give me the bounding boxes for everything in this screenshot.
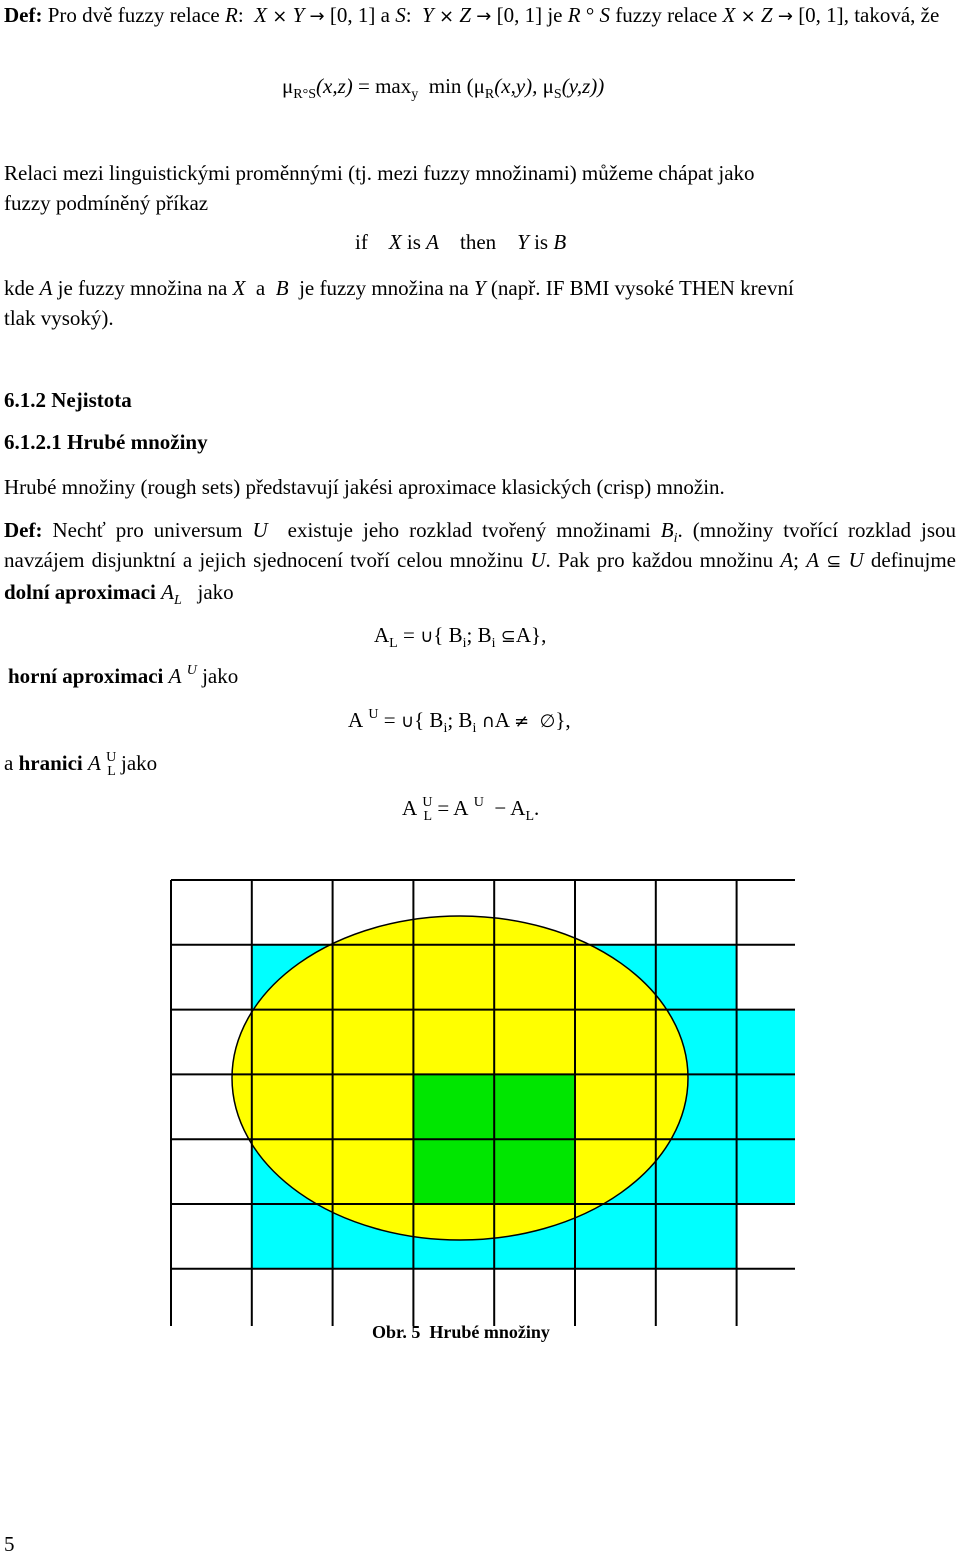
figure-caption: Obr. 5 Hrubé množiny: [372, 1322, 550, 1342]
rough-set-definition: Def: Nechť pro universum U existuje jeho rozklad tvořený množinami $B_i$. (množiny tvořící rozklad jsou navzájem disjunktní a jejich sjednocení tvoří celou množinu U. Pak pro každou množinu A; A ⊆ U definujme dolní aproximaci $A_L$ jako: [4, 518, 957, 608]
boundary-cell: [252, 1204, 333, 1269]
outside-cell: [737, 1204, 795, 1269]
kde-paragraph: kde A je fuzzy množina na X a B je fuzzy množina na Y (např. IF BMI vysoké THEN krevní tlak vysoký).: [4, 276, 794, 330]
arrow-symbol: →: [309, 6, 325, 27]
fuzzy-relation-definition: Def: Pro dvě fuzzy relace R: X × Y → [0, 1] a S: Y × Z → [0, 1] je R ° S fuzzy relace X × Z → [0, 1], taková, že: [4, 3, 940, 27]
outside-cell: [656, 1269, 737, 1326]
upper-approximation-formula: A $^U$ = ∪{ $B_i$; $B_i$ ∩A ≠ ∅},: [348, 707, 571, 736]
outside-cell: [252, 880, 333, 945]
boundary-cell: [737, 1010, 795, 1075]
page-number: 5: [4, 1532, 15, 1556]
composition-formula: $\mu_{R^\circ S}(x,z) = \max_y \min (\mu_R(x,y)$, $\mu_S(y,z)$): [282, 74, 605, 102]
if-then-rule: if X is A then Y is B: [355, 230, 567, 254]
outside-cell: [413, 1269, 494, 1326]
subset-symbol: ⊆: [826, 551, 842, 572]
outside-cell: [494, 1269, 575, 1326]
outside-cell: [171, 1139, 252, 1204]
boundary-cell: [656, 1204, 737, 1269]
outside-cell: [737, 880, 795, 945]
lower-approximation-cell: [494, 1139, 575, 1204]
outside-cell: [171, 945, 252, 1010]
subsection-heading: 6.1.2.1 Hrubé množiny: [4, 430, 208, 454]
rough-sets-intro: Hrubé množiny (rough sets) představují jakési aproximace klasických (crisp) množin.: [4, 475, 725, 499]
lower-approximation-formula: $A_L$ = ∪{ $B_i$; $B_i$ ⊆A},: [374, 623, 547, 651]
boundary-label: a hranici A $^U_L$ jako: [4, 750, 158, 779]
outside-cell: [171, 880, 252, 945]
def-label: Def:: [4, 3, 43, 27]
section-heading: 6.1.2 Nejistota: [4, 388, 132, 412]
boundary-formula: A $^U_L$ = A $^U - A_L$.: [402, 795, 540, 824]
outside-cell: [171, 1204, 252, 1269]
outside-cell: [737, 945, 795, 1010]
rough-sets-figure: [165, 878, 795, 1326]
outside-cell: [656, 880, 737, 945]
outside-cell: [171, 1269, 252, 1326]
outside-cell: [333, 1269, 414, 1326]
def-label: Def:: [4, 518, 43, 542]
outside-cell: [575, 880, 656, 945]
outside-cell: [575, 1269, 656, 1326]
lower-approximation-cell: [413, 1139, 494, 1204]
outside-cell: [737, 1269, 795, 1326]
lower-approximation-cell: [494, 1074, 575, 1139]
relation-paragraph: Relaci mezi linguistickými proměnnými (tj. mezi fuzzy množinami) můžeme chápat jako fuzzy podmíněný příkaz: [4, 161, 755, 215]
boundary-cell: [656, 1139, 737, 1204]
boundary-cell: [656, 945, 737, 1010]
upper-approximation-label: horní aproximaci A $^U$ jako: [8, 663, 239, 688]
boundary-cell: [575, 1204, 656, 1269]
outside-cell: [252, 1269, 333, 1326]
boundary-cell: [737, 1074, 795, 1139]
boundary-cell: [737, 1139, 795, 1204]
lower-approximation-cell: [413, 1074, 494, 1139]
